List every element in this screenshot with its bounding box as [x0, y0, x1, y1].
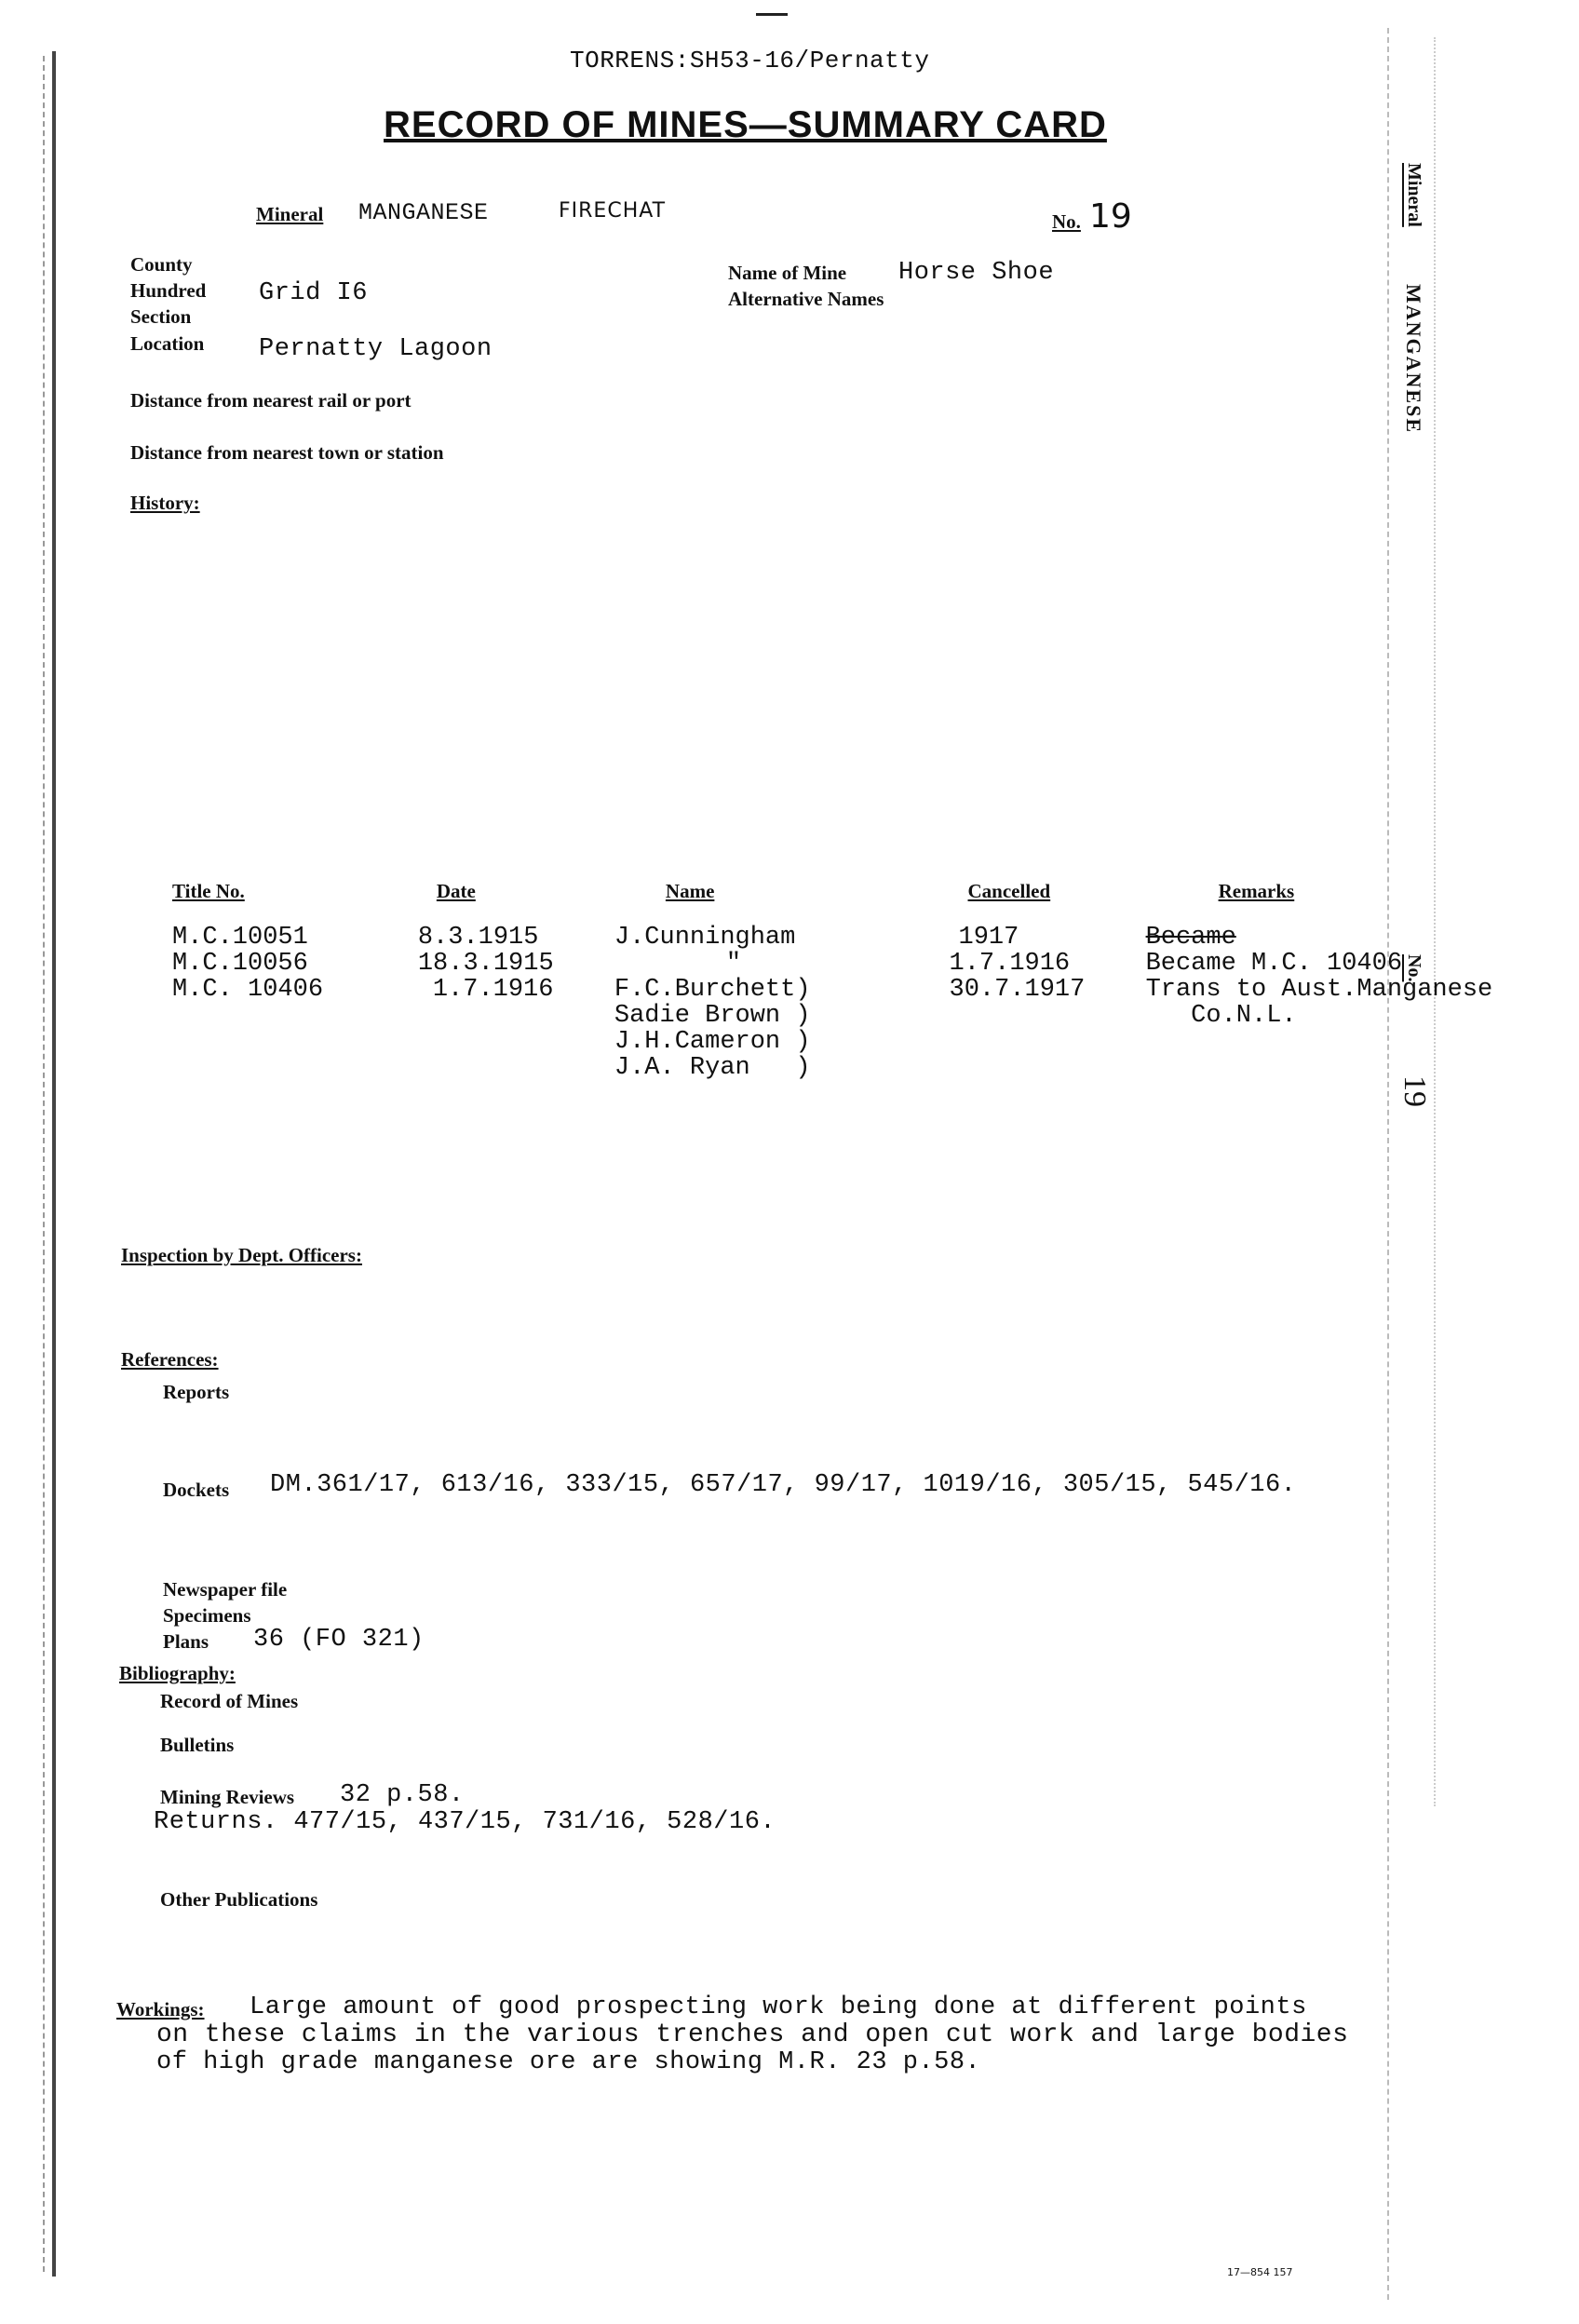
- workings-line-2: on these claims in the various trenches and open cut work and large bodies: [156, 2020, 1349, 2049]
- workings-line-1: Large amount of good prospecting work being done at different points: [250, 1993, 1307, 2021]
- remarks-text: Co.N.L.: [1145, 1002, 1297, 1030]
- location-label: Location: [130, 332, 205, 355]
- left-margin-dashes: [43, 56, 46, 2272]
- date-cell: [418, 1029, 614, 1055]
- history-label: History:: [130, 492, 200, 514]
- dockets-value: DM.361/17, 613/16, 333/15, 657/17, 99/17, 1019/16, 305/15, 545/16.: [270, 1471, 1297, 1499]
- remarks-cell: [1146, 951, 1579, 977]
- cancelled-cell: 30.7.1917: [949, 976, 1086, 1004]
- side-no-value: 19: [1397, 1075, 1432, 1107]
- bibliography-label: Bibliography:: [119, 1662, 236, 1684]
- cancelled-cell: [950, 1029, 1146, 1055]
- table-row: [168, 977, 1579, 1003]
- date-cell: 8.3.1915: [417, 924, 539, 952]
- location-value: Pernatty Lagoon: [259, 335, 493, 363]
- col-name: Name: [665, 880, 715, 902]
- col-date: Date: [436, 880, 476, 902]
- cancelled-cell: [950, 1055, 1146, 1081]
- dockets-label: Dockets: [163, 1479, 230, 1501]
- date-cell: 18.3.1915: [417, 950, 554, 978]
- town-distance-label: Distance from nearest town or station: [130, 441, 444, 464]
- mineral-value: MANGANESE: [358, 199, 489, 226]
- name-cell: Sadie Brown ): [614, 1002, 811, 1030]
- alternative-names-label: Alternative Names: [728, 288, 884, 310]
- returns-value: Returns. 477/15, 437/15, 731/16, 528/16.: [154, 1808, 776, 1836]
- side-no-label: No.: [1404, 954, 1424, 982]
- specimens-label: Specimens: [163, 1604, 251, 1627]
- number-value: 19: [1089, 197, 1132, 236]
- references-label: References:: [121, 1348, 219, 1371]
- reference-code: TORRENS:SH53-16/Pernatty: [570, 47, 930, 74]
- name-cell: J.Cunningham: [614, 924, 796, 952]
- name-cell: F.C.Burchett): [614, 976, 811, 1004]
- date-cell: 1.7.1916: [432, 976, 554, 1004]
- table-row: [168, 1055, 1579, 1081]
- mining-reviews-value: 32 p.58.: [340, 1781, 465, 1809]
- titles-table: [168, 880, 1579, 1081]
- title-cell: M.C. 10406: [172, 976, 324, 1004]
- name-cell: J.H.Cameron ): [614, 1028, 811, 1056]
- right-perforation-line: [1387, 28, 1389, 2300]
- table-row: [168, 925, 1579, 951]
- title-cell: [168, 1003, 418, 1029]
- side-mineral-label: Mineral: [1404, 163, 1424, 227]
- handwritten-note: FIRECHAT: [559, 199, 667, 223]
- date-cell: [418, 1055, 614, 1081]
- plans-label: Plans: [163, 1630, 209, 1653]
- reports-label: Reports: [163, 1381, 230, 1403]
- hundred-value: Grid I6: [259, 279, 368, 307]
- side-mineral-value: MANGANESE: [1402, 284, 1425, 435]
- name-cell: ": [725, 950, 742, 978]
- cancelled-cell: [950, 1003, 1146, 1029]
- remarks-cell: [1146, 1003, 1579, 1029]
- table-row: [168, 951, 1579, 977]
- county-label: County: [130, 253, 193, 276]
- table-row: [168, 1003, 1579, 1029]
- col-cancelled: Cancelled: [967, 880, 1051, 902]
- remarks-cell: [1146, 1055, 1579, 1081]
- inspection-label: Inspection by Dept. Officers:: [121, 1244, 362, 1266]
- table-row: [168, 1029, 1579, 1055]
- workings-line-3: of high grade manganese ore are showing M.R. 23 p.58.: [156, 2048, 981, 2076]
- col-title-no: Title No.: [172, 880, 245, 902]
- footer-code: 17—854 157: [1227, 2266, 1293, 2278]
- title-cell: M.C.10056: [172, 950, 308, 978]
- left-margin-rule: [52, 51, 56, 2277]
- mine-name-label: Name of Mine: [728, 262, 847, 284]
- plans-value: 36 (FO 321): [253, 1626, 425, 1654]
- title-cell: [168, 1055, 418, 1081]
- remarks-text: Became M.C. 10406: [1145, 950, 1403, 978]
- date-cell: [418, 1003, 614, 1029]
- record-of-mines-label: Record of Mines: [160, 1690, 299, 1712]
- title-cell: [168, 1029, 418, 1055]
- hundred-label: Hundred: [130, 279, 207, 302]
- mine-name-value: Horse Shoe: [898, 259, 1055, 287]
- card-title: RECORD OF MINES—SUMMARY CARD: [384, 104, 1107, 145]
- remarks-text: Trans to Aust.Manganese: [1145, 976, 1493, 1004]
- rail-distance-label: Distance from nearest rail or port: [130, 389, 412, 412]
- title-cell: M.C.10051: [172, 924, 308, 952]
- remarks-cell: [1146, 1029, 1579, 1055]
- table-header-row: [168, 880, 1579, 925]
- newspaper-label: Newspaper file: [163, 1578, 288, 1601]
- other-publications-label: Other Publications: [160, 1888, 318, 1911]
- top-dash: [756, 13, 788, 16]
- number-label: No.: [1052, 210, 1081, 233]
- remarks-cell: [1146, 977, 1579, 1003]
- section-label: Section: [130, 305, 192, 328]
- mining-reviews-label: Mining Reviews: [160, 1786, 295, 1808]
- cancelled-cell: 1.7.1916: [949, 950, 1071, 978]
- workings-label: Workings:: [116, 1998, 205, 2020]
- col-remarks: Remarks: [1218, 880, 1295, 902]
- name-cell: J.A. Ryan ): [614, 1054, 811, 1082]
- remarks-cell: [1146, 925, 1579, 951]
- bulletins-label: Bulletins: [160, 1734, 235, 1756]
- mineral-label: Mineral: [256, 203, 324, 225]
- cancelled-cell: 1917: [958, 924, 1019, 952]
- remarks-struck: Became: [1145, 924, 1236, 952]
